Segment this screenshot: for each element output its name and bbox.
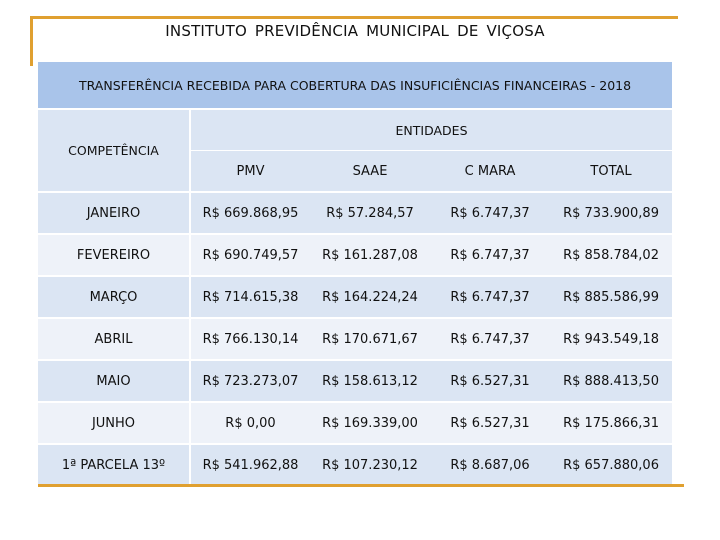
pmv-cell: R$ 690.749,57 [190, 234, 310, 276]
frame-left-line [30, 16, 33, 66]
month-cell: ABRIL [38, 318, 190, 360]
camara-cell: R$ 6.747,37 [430, 192, 550, 234]
camara-cell: R$ 6.747,37 [430, 234, 550, 276]
total-cell: R$ 175.866,31 [550, 402, 672, 444]
saae-cell: R$ 164.224,24 [310, 276, 430, 318]
pmv-cell: R$ 669.868,95 [190, 192, 310, 234]
table-caption: TRANSFERÊNCIA RECEBIDA PARA COBERTURA DAS INSUFICIÊNCIAS FINANCEIRAS - 2018 [38, 62, 672, 109]
total-cell: R$ 858.784,02 [550, 234, 672, 276]
table-row [38, 192, 672, 234]
month-cell: JANEIRO [38, 192, 190, 234]
pmv-cell: R$ 723.273,07 [190, 360, 310, 402]
saae-cell: R$ 170.671,67 [310, 318, 430, 360]
month-cell: 1ª PARCELA 13º [38, 444, 190, 485]
competencia-header: COMPETÊNCIA [38, 109, 190, 192]
total-cell: R$ 657.880,06 [550, 444, 672, 485]
column-header-camara: C MARA [430, 151, 550, 193]
table-row [38, 402, 672, 444]
column-header-saae: SAAE [310, 151, 430, 193]
table-row [38, 360, 672, 402]
transfer-table [38, 62, 672, 485]
page-title: INSTITUTO PREVIDÊNCIA MUNICIPAL DE VIÇOSA [165, 22, 545, 40]
pmv-cell: R$ 541.962,88 [190, 444, 310, 485]
table-row [38, 318, 672, 360]
table-row [38, 276, 672, 318]
pmv-cell: R$ 714.615,38 [190, 276, 310, 318]
month-cell: MAIO [38, 360, 190, 402]
saae-cell: R$ 161.287,08 [310, 234, 430, 276]
saae-cell: R$ 169.339,00 [310, 402, 430, 444]
total-cell: R$ 888.413,50 [550, 360, 672, 402]
table-row [38, 234, 672, 276]
month-cell: JUNHO [38, 402, 190, 444]
entidades-header: ENTIDADES [190, 109, 672, 151]
month-cell: FEVEREIRO [38, 234, 190, 276]
frame-bottom-line [38, 484, 684, 487]
camara-cell: R$ 6.527,31 [430, 402, 550, 444]
total-cell: R$ 943.549,18 [550, 318, 672, 360]
pmv-cell: R$ 0,00 [190, 402, 310, 444]
total-cell: R$ 733.900,89 [550, 192, 672, 234]
month-cell: MARÇO [38, 276, 190, 318]
column-header-pmv: PMV [190, 151, 310, 193]
camara-cell: R$ 6.527,31 [430, 360, 550, 402]
camara-cell: R$ 6.747,37 [430, 318, 550, 360]
saae-cell: R$ 107.230,12 [310, 444, 430, 485]
column-header-total: TOTAL [550, 151, 672, 193]
camara-cell: R$ 6.747,37 [430, 276, 550, 318]
saae-cell: R$ 57.284,57 [310, 192, 430, 234]
saae-cell: R$ 158.613,12 [310, 360, 430, 402]
table-row [38, 444, 672, 485]
total-cell: R$ 885.586,99 [550, 276, 672, 318]
camara-cell: R$ 8.687,06 [430, 444, 550, 485]
pmv-cell: R$ 766.130,14 [190, 318, 310, 360]
frame-top-line [30, 16, 678, 19]
